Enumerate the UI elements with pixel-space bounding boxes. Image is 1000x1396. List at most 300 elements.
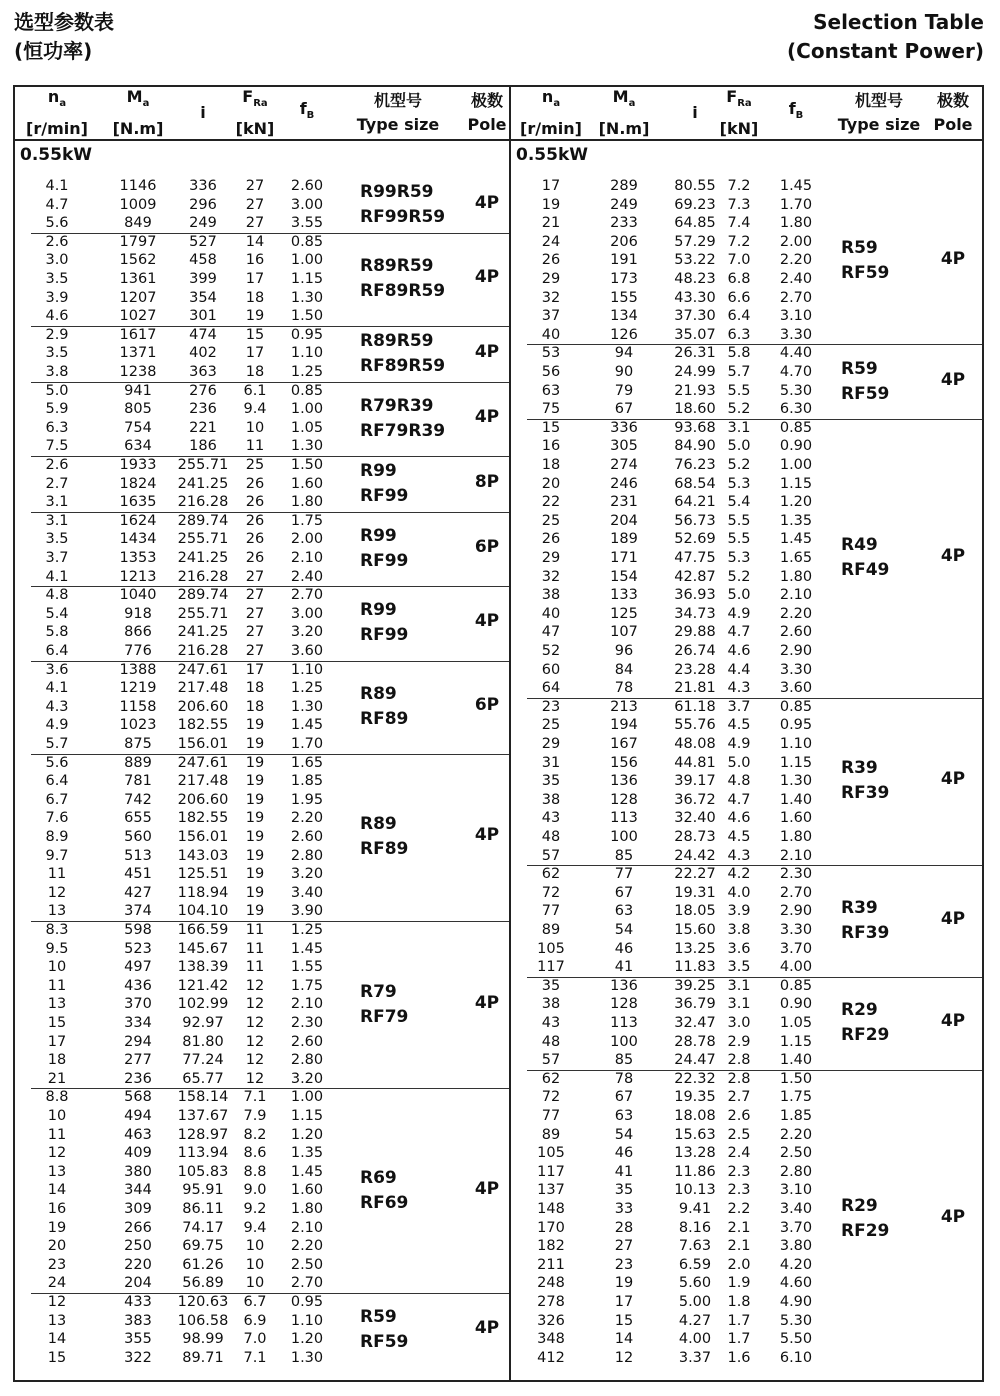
- cell-fra: 4.2: [727, 866, 751, 883]
- type-size-line: RF49: [841, 560, 890, 581]
- cell-ma: 78: [614, 680, 634, 697]
- cell-fb: 1.50: [290, 457, 324, 473]
- type-size-label: [841, 756, 889, 806]
- cell-i: 26.31: [674, 345, 716, 362]
- table-row: [15, 828, 509, 847]
- cell-fb: 2.90: [779, 642, 813, 659]
- cell-na: 6.3: [45, 419, 69, 436]
- cell-i: 84.90: [674, 438, 716, 455]
- cell-na: 47: [541, 624, 561, 641]
- table-row: [511, 475, 982, 494]
- cell-na: 105: [537, 940, 565, 957]
- header-pole: [927, 87, 979, 139]
- table-row: [15, 698, 509, 717]
- cell-na: 5.6: [45, 215, 69, 232]
- table-row: [511, 772, 982, 791]
- cell-ma: 1361: [119, 270, 157, 287]
- cell-ma: 436: [124, 977, 152, 994]
- header-type-size: [348, 87, 448, 139]
- table-row: [15, 530, 509, 549]
- table-row: [511, 661, 982, 680]
- cell-i: 216.28: [177, 568, 229, 585]
- header-na: [518, 87, 584, 139]
- cell-fb: 1.60: [290, 1182, 324, 1199]
- cell-fb: 1.50: [779, 1070, 813, 1087]
- table-row: [15, 568, 509, 587]
- table-row: [511, 437, 982, 456]
- cell-ma: 918: [124, 605, 152, 622]
- cell-na: 75: [541, 401, 561, 418]
- cell-i: 206.60: [177, 698, 229, 715]
- cell-fb: 2.40: [290, 568, 324, 585]
- cell-na: 37: [541, 308, 561, 325]
- type-size-line: RF99: [360, 625, 409, 646]
- cell-fb: 1.10: [290, 1312, 324, 1329]
- cell-na: 40: [541, 605, 561, 622]
- cell-fra: 27: [245, 587, 265, 604]
- table-row: [511, 270, 982, 289]
- cell-fra: 5.0: [727, 438, 751, 455]
- cell-fb: 0.90: [779, 996, 813, 1013]
- header-ma-unit: [N.m]: [598, 118, 650, 138]
- header-ma-subscript: a: [628, 98, 636, 110]
- cell-ma: 781: [124, 773, 152, 790]
- table-row: [15, 1178, 509, 1200]
- cell-ma: 63: [614, 1107, 634, 1124]
- type-size-line: R59: [841, 358, 878, 379]
- cell-fb: 1.80: [779, 828, 813, 845]
- cell-ma: 236: [124, 1070, 152, 1087]
- cell-fb: 1.00: [290, 252, 324, 269]
- type-size-label: [360, 980, 408, 1030]
- type-size-line: R89: [360, 814, 397, 835]
- cell-fra: 18: [245, 289, 265, 306]
- type-size-label: [841, 533, 889, 583]
- cell-ma: 433: [124, 1294, 152, 1310]
- cell-ma: 113: [610, 1014, 638, 1031]
- pole-label: 4P: [474, 267, 500, 288]
- cell-ma: 1371: [119, 345, 157, 362]
- cell-i: 241.25: [177, 475, 229, 492]
- header-i-main: i: [692, 103, 698, 122]
- cell-fb: 1.00: [290, 401, 324, 418]
- header-fb-main: f: [299, 99, 307, 119]
- cell-fb: 3.20: [290, 1070, 324, 1087]
- table-row: [15, 549, 509, 568]
- table-row: [15, 1330, 509, 1349]
- cell-fra: 18: [245, 363, 265, 380]
- cell-fra: 12: [245, 1070, 265, 1087]
- cell-i: 363: [189, 363, 217, 380]
- cell-fra: 3.7: [727, 698, 751, 715]
- cell-fb: 0.90: [779, 438, 813, 455]
- table-row: [511, 214, 982, 233]
- cell-na: 40: [541, 326, 561, 343]
- cell-i: 37.30: [674, 308, 716, 325]
- cell-i: 22.32: [674, 1070, 716, 1087]
- type-size-line: R49: [841, 535, 878, 556]
- selection-table: [13, 85, 984, 1382]
- cell-fra: 27: [245, 624, 265, 641]
- cell-ma: 136: [610, 977, 638, 994]
- cell-i: 23.28: [674, 661, 716, 678]
- table-row: [15, 940, 509, 959]
- table-row: [511, 586, 982, 605]
- cell-i: 13.25: [674, 940, 716, 957]
- cell-ma: 189: [610, 531, 638, 548]
- cell-fra: 2.6: [727, 1107, 751, 1124]
- cell-i: 402: [189, 345, 217, 362]
- table-row: [15, 992, 509, 1014]
- cell-i: 145.67: [177, 940, 229, 957]
- cell-na: 117: [537, 1163, 565, 1180]
- cell-ma: 233: [610, 215, 638, 232]
- type-size-label: [360, 598, 408, 648]
- cell-ma: 100: [610, 828, 638, 845]
- table-row: [511, 958, 982, 977]
- cell-fb: 3.30: [779, 921, 813, 938]
- cell-fra: 12: [245, 996, 265, 1013]
- table-row: [511, 940, 982, 959]
- cell-ma: 194: [610, 717, 638, 734]
- cell-fra: 7.2: [727, 178, 751, 194]
- table-row: [15, 1312, 509, 1331]
- cell-i: 47.75: [674, 549, 716, 566]
- cell-na: 63: [541, 382, 561, 399]
- cell-na: 3.9: [45, 289, 69, 306]
- cell-fra: 3.0: [727, 1014, 751, 1031]
- cell-i: 255.71: [177, 457, 229, 473]
- type-size-label: [360, 1166, 408, 1216]
- cell-i: 4.00: [678, 1331, 712, 1348]
- title-chinese: [14, 8, 114, 66]
- header-fb-subscript: B: [306, 110, 315, 122]
- table-row: [511, 382, 982, 401]
- type-size-label: [841, 896, 889, 946]
- cell-fra: 18: [245, 698, 265, 715]
- cell-fra: 6.6: [727, 289, 751, 306]
- table-row: [15, 1144, 509, 1163]
- cell-fb: 0.85: [290, 233, 324, 250]
- cell-i: 35.07: [674, 326, 716, 343]
- cell-fb: 1.85: [290, 773, 324, 790]
- type-size-line: RF59: [841, 262, 890, 283]
- cell-fb: 1.45: [779, 178, 813, 194]
- table-row: [511, 1200, 982, 1219]
- header-ma-main: M: [126, 87, 143, 107]
- column-header-row: [511, 87, 982, 141]
- table-row: [15, 791, 509, 810]
- cell-fra: 19: [245, 717, 265, 734]
- cell-fb: 2.20: [779, 252, 813, 269]
- cell-i: 34.73: [674, 605, 716, 622]
- type-size-line: R79: [360, 981, 397, 1002]
- table-row: [511, 847, 982, 866]
- cell-fb: 2.10: [779, 587, 813, 604]
- cell-i: 64.21: [674, 494, 716, 511]
- cell-ma: 266: [124, 1219, 152, 1236]
- table-row: [15, 1256, 509, 1275]
- cell-na: 4.1: [45, 178, 69, 194]
- header-type-en: Type size: [837, 115, 921, 134]
- cell-fra: 19: [245, 308, 265, 325]
- cell-i: 336: [189, 178, 217, 194]
- cell-fb: 2.30: [779, 866, 813, 883]
- cell-fb: 6.30: [779, 401, 813, 418]
- cell-i: 125.51: [177, 866, 229, 883]
- pole-label: 4P: [940, 369, 966, 390]
- row-group: [15, 661, 509, 754]
- pole-label: 4P: [474, 611, 500, 632]
- cell-fb: 1.75: [290, 512, 324, 529]
- cell-ma: 134: [610, 308, 638, 325]
- row-group: [15, 1293, 509, 1367]
- cell-fra: 11: [245, 922, 265, 938]
- table-row: [15, 1293, 509, 1312]
- cell-ma: 155: [610, 289, 638, 306]
- cell-fra: 4.7: [727, 624, 751, 641]
- cell-fra: 4.9: [727, 735, 751, 752]
- header-type-size: [829, 87, 929, 139]
- cell-i: 7.63: [678, 1238, 712, 1255]
- table-row: [15, 512, 509, 531]
- header-ma: [586, 87, 662, 139]
- table-row: [15, 1163, 509, 1182]
- cell-fra: 4.3: [727, 847, 751, 864]
- cell-fra: 19: [245, 884, 265, 901]
- cell-i: 236: [189, 401, 217, 418]
- cell-fb: 2.70: [290, 587, 324, 604]
- cell-fb: 2.20: [779, 1126, 813, 1143]
- cell-na: 9.7: [45, 847, 69, 864]
- cell-na: 24: [47, 1275, 67, 1292]
- cell-fb: 0.95: [779, 717, 813, 734]
- cell-ma: 17: [614, 1293, 634, 1310]
- cell-ma: 54: [614, 921, 634, 938]
- cell-ma: 1388: [119, 661, 157, 678]
- table-row: [511, 1070, 982, 1089]
- cell-na: 18: [541, 456, 561, 473]
- cell-ma: 1023: [119, 717, 157, 734]
- cell-fb: 2.10: [290, 996, 324, 1013]
- header-na-unit: [r/min]: [26, 118, 88, 138]
- cell-i: 156.01: [177, 735, 229, 752]
- cell-i: 128.97: [177, 1126, 229, 1143]
- cell-na: 35: [541, 977, 561, 994]
- table-row: [511, 605, 982, 624]
- cell-i: 55.76: [674, 717, 716, 734]
- cell-i: 289.74: [177, 587, 229, 604]
- cell-fra: 27: [245, 568, 265, 585]
- cell-na: 12: [47, 1145, 67, 1162]
- cell-fra: 4.6: [727, 810, 751, 827]
- row-group: [15, 921, 509, 1088]
- cell-fra: 5.0: [727, 754, 751, 771]
- table-row: [511, 1219, 982, 1238]
- cell-i: 301: [189, 308, 217, 325]
- cell-fb: 3.70: [779, 940, 813, 957]
- cell-na: 48: [541, 1033, 561, 1050]
- cell-ma: 334: [124, 1015, 152, 1031]
- type-size-line: RF99: [360, 550, 409, 571]
- header-type-en: Type size: [356, 115, 440, 134]
- cell-ma: 776: [124, 642, 152, 659]
- cell-fra: 2.9: [727, 1033, 751, 1050]
- cell-fb: 1.45: [290, 1163, 324, 1180]
- table-row: [511, 1088, 982, 1107]
- cell-fra: 5.4: [727, 494, 751, 511]
- cell-na: 326: [537, 1312, 565, 1329]
- cell-fb: 2.60: [290, 1033, 324, 1050]
- cell-fra: 3.5: [727, 959, 751, 976]
- type-size-line: R99: [360, 460, 397, 481]
- cell-ma: 374: [124, 903, 152, 920]
- cell-fra: 4.8: [727, 773, 751, 790]
- cell-fra: 19: [245, 735, 265, 752]
- cell-ma: 866: [124, 624, 152, 641]
- cell-i: 241.25: [177, 624, 229, 641]
- cell-i: 18.08: [674, 1107, 716, 1124]
- cell-fra: 3.1: [727, 977, 751, 994]
- cell-fb: 1.60: [779, 810, 813, 827]
- cell-fb: 3.60: [779, 680, 813, 697]
- type-size-line: RF29: [841, 1220, 890, 1241]
- cell-na: 57: [541, 1052, 561, 1069]
- table-row: [511, 1274, 982, 1293]
- cell-na: 20: [47, 1238, 67, 1255]
- pole-label: 4P: [474, 341, 500, 362]
- table-row: [15, 1126, 509, 1145]
- table-row: [511, 344, 982, 363]
- cell-ma: 370: [124, 996, 152, 1013]
- cell-fra: 2.1: [727, 1238, 751, 1255]
- cell-na: 77: [541, 1107, 561, 1124]
- cell-i: 474: [189, 326, 217, 343]
- cell-ma: 15: [614, 1312, 634, 1329]
- cell-fra: 4.5: [727, 717, 751, 734]
- cell-fb: 1.00: [290, 1089, 324, 1106]
- cell-fb: 1.10: [290, 345, 324, 362]
- cell-fra: 12: [245, 1033, 265, 1050]
- table-row: [511, 902, 982, 921]
- cell-na: 32: [541, 568, 561, 585]
- cell-fra: 2.8: [727, 1052, 751, 1069]
- cell-fra: 26: [245, 512, 265, 529]
- cell-fra: 3.1: [727, 419, 751, 436]
- cell-ma: 67: [614, 884, 634, 901]
- cell-fb: 1.65: [779, 549, 813, 566]
- cell-fra: 17: [245, 661, 265, 678]
- cell-fb: 3.10: [779, 1182, 813, 1199]
- cell-na: 5.4: [45, 605, 69, 622]
- cell-fb: 2.10: [779, 847, 813, 864]
- table-row: [511, 791, 982, 810]
- cell-ma: 67: [614, 1089, 634, 1106]
- cell-na: 2.9: [45, 326, 69, 343]
- table-row: [15, 1070, 509, 1089]
- cell-fb: 1.75: [779, 1089, 813, 1106]
- cell-na: 48: [541, 828, 561, 845]
- cell-fra: 2.0: [727, 1256, 751, 1273]
- type-size-line: R69: [360, 1167, 397, 1188]
- cell-fb: 1.15: [290, 270, 324, 287]
- type-size-line: R89R59: [360, 256, 434, 277]
- cell-fra: 5.5: [727, 531, 751, 548]
- cell-fra: 1.8: [727, 1293, 751, 1310]
- cell-fra: 27: [245, 215, 265, 232]
- cell-i: 32.40: [674, 810, 716, 827]
- row-group: [15, 754, 509, 921]
- cell-na: 89: [541, 921, 561, 938]
- type-size-label: [360, 329, 445, 379]
- table-row: [15, 1274, 509, 1293]
- cell-ma: 33: [614, 1200, 634, 1217]
- cell-i: 206.60: [177, 791, 229, 808]
- cell-i: 69.75: [182, 1238, 224, 1255]
- cell-na: 5.6: [45, 754, 69, 771]
- cell-fra: 7.1: [243, 1089, 267, 1106]
- cell-na: 29: [541, 549, 561, 566]
- cell-na: 4.9: [45, 717, 69, 734]
- header-pole-en: Pole: [933, 115, 973, 134]
- cell-fra: 26: [245, 531, 265, 548]
- cell-fb: 2.70: [290, 1275, 324, 1292]
- cell-fra: 7.9: [243, 1107, 267, 1124]
- cell-fra: 7.2: [727, 233, 751, 250]
- cell-i: 118.94: [177, 884, 229, 901]
- cell-fb: 0.85: [779, 698, 813, 715]
- table-row: [15, 642, 509, 661]
- cell-ma: 1434: [119, 531, 157, 548]
- cell-i: 39.25: [674, 977, 716, 994]
- cell-i: 80.55: [674, 178, 716, 194]
- cell-i: 166.59: [177, 922, 229, 938]
- header-ma-symbol: [613, 85, 636, 116]
- cell-na: 6.4: [45, 773, 69, 790]
- cell-ma: 100: [610, 1033, 638, 1050]
- cell-fra: 1.9: [727, 1275, 751, 1292]
- cell-ma: 128: [610, 791, 638, 808]
- cell-i: 89.71: [182, 1349, 224, 1366]
- cell-na: 25: [541, 512, 561, 529]
- cell-fb: 1.35: [290, 1145, 324, 1162]
- cell-fra: 6.3: [727, 326, 751, 343]
- cell-fra: 2.4: [727, 1145, 751, 1162]
- cell-i: 241.25: [177, 549, 229, 566]
- cell-na: 89: [541, 1126, 561, 1143]
- cell-fb: 1.30: [290, 698, 324, 715]
- pole-label: 4P: [474, 992, 500, 1013]
- cell-na: 20: [541, 475, 561, 492]
- table-row: [511, 828, 982, 847]
- cell-i: 13.28: [674, 1145, 716, 1162]
- header-pole-en: Pole: [467, 115, 507, 134]
- cell-na: 5.9: [45, 401, 69, 418]
- cell-fb: 1.15: [290, 1107, 324, 1124]
- cell-na: 14: [47, 1331, 67, 1348]
- cell-fb: 1.25: [290, 363, 324, 380]
- cell-ma: 96: [614, 642, 634, 659]
- cell-fra: 5.5: [727, 512, 751, 529]
- cell-i: 8.16: [678, 1219, 712, 1236]
- table-row: [15, 865, 509, 884]
- cell-ma: 1824: [119, 475, 157, 492]
- cell-i: 458: [189, 252, 217, 269]
- table-row: [511, 177, 982, 196]
- cell-ma: 1635: [119, 494, 157, 511]
- table-row: [511, 1181, 982, 1200]
- table-row: [511, 1014, 982, 1033]
